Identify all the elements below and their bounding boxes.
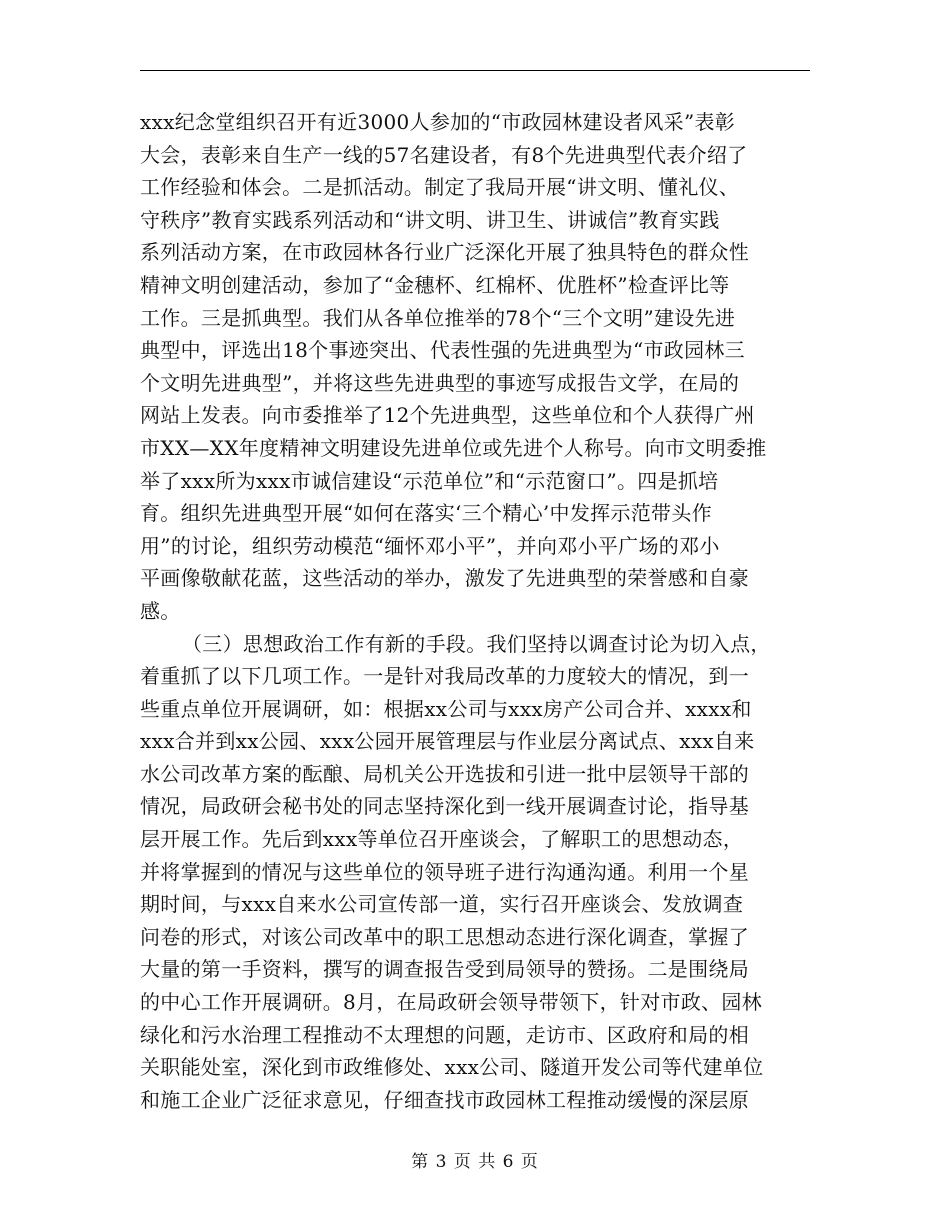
- page-number-footer: 第 3 页 共 6 页: [411, 1152, 539, 1172]
- text-line: 并将掌握到的情况与这些单位的领导班子进行沟通沟通。利用一个星: [140, 859, 749, 884]
- text-line: 层开展工作。先后到xxx等单位召开座谈会，了解职工的思想动态，: [140, 827, 744, 852]
- text-line: 期时间，与xxx自来水公司宣传部一道，实行召开座谈会、发放调查: [140, 892, 744, 917]
- text-line: 举了xxx所为xxx市诚信建设“示范单位”和“示范窗口”。四是抓培: [140, 468, 719, 493]
- text-line: 的中心工作开展调研。8月，在局政研会领导带领下，针对市政、园林: [140, 990, 763, 1015]
- text-line: 水公司改革方案的酝酿、局机关公开选拔和引进一批中层领导干部的: [140, 761, 749, 786]
- text-line: 系列活动方案，在市政园林各行业广泛深化开展了独具特色的群众性: [140, 240, 749, 265]
- header-rule: [140, 70, 810, 71]
- text-line: 市XX—XX年度精神文明建设先进单位或先进个人称号。向市文明委推: [140, 435, 767, 460]
- text-line: 着重抓了以下几项工作。一是针对我局改革的力度较大的情况，到一: [140, 664, 749, 689]
- document-body: [140, 106, 812, 1116]
- text-line: 个文明先进典型”，并将这些先进典型的事迹写成报告文学，在局的: [140, 370, 740, 395]
- text-line: 平画像敬献花蓝，这些活动的举办，激发了先进典型的荣誉感和自豪: [140, 566, 749, 591]
- text-line: 和施工企业广泛征求意见，仔细查找市政园林工程推动缓慢的深层原: [140, 1087, 749, 1112]
- text-line: xxx纪念堂组织召开有近3000人参加的“市政园林建设者风采”表彰: [140, 110, 736, 134]
- text-line: 工作。三是抓典型。我们从各单位推举的78个“三个文明”建设先进: [140, 305, 736, 330]
- text-line: 用”的讨论，组织劳动模范“缅怀邓小平”，并向邓小平广场的邓小: [140, 533, 720, 558]
- text-line: 守秩序”教育实践系列活动和“讲文明、讲卫生、讲诚信”教育实践: [140, 207, 720, 232]
- text-line: xxx合并到xx公园、xxx公园开展管理层与作业层分离试点、xxx自来: [140, 729, 755, 754]
- text-line: 问卷的形式，对该公司改革中的职工思想动态进行深化调查，掌握了: [140, 924, 749, 949]
- text-line: 典型中，评选出18个事迹突出、代表性强的先进典型为“市政园林三: [140, 338, 745, 363]
- text-line: 大会，表彰来自生产一线的57名建设者，有8个先进典型代表介绍了: [140, 142, 748, 167]
- text-line: 情况，局政研会秘书处的同志坚持深化到一线开展调查讨论，指导基: [140, 794, 749, 819]
- text-line: 关职能处室，深化到市政维修处、xxx公司、隧道开发公司等代建单位: [140, 1055, 764, 1080]
- text-line: 网站上发表。向市委推举了12个先进典型，这些单位和个人获得广州: [140, 403, 755, 428]
- text-line: 感。: [140, 598, 181, 623]
- text-line: 大量的第一手资料，撰写的调查报告受到局领导的赞扬。二是围绕局: [140, 957, 749, 982]
- text-line: 些重点单位开展调研，如：根据xx公司与xxx房产公司合并、xxxx和: [140, 696, 752, 721]
- text-line: 工作经验和体会。二是抓活动。制定了我局开展“讲文明、懂礼仪、: [140, 175, 740, 200]
- section-heading-line: （三）思想政治工作有新的手段。我们坚持以调查讨论为切入点，: [182, 631, 771, 656]
- text-line: 绿化和污水治理工程推动不太理想的问题，走访市、区政府和局的相: [140, 1022, 749, 1047]
- text-line: 育。组织先进典型开展“如何在落实‘三个精心’中发挥示范带头作: [140, 501, 712, 526]
- text-line: 精神文明创建活动，参加了“金穗杯、红棉杯、优胜杯”检查评比等: [140, 272, 730, 297]
